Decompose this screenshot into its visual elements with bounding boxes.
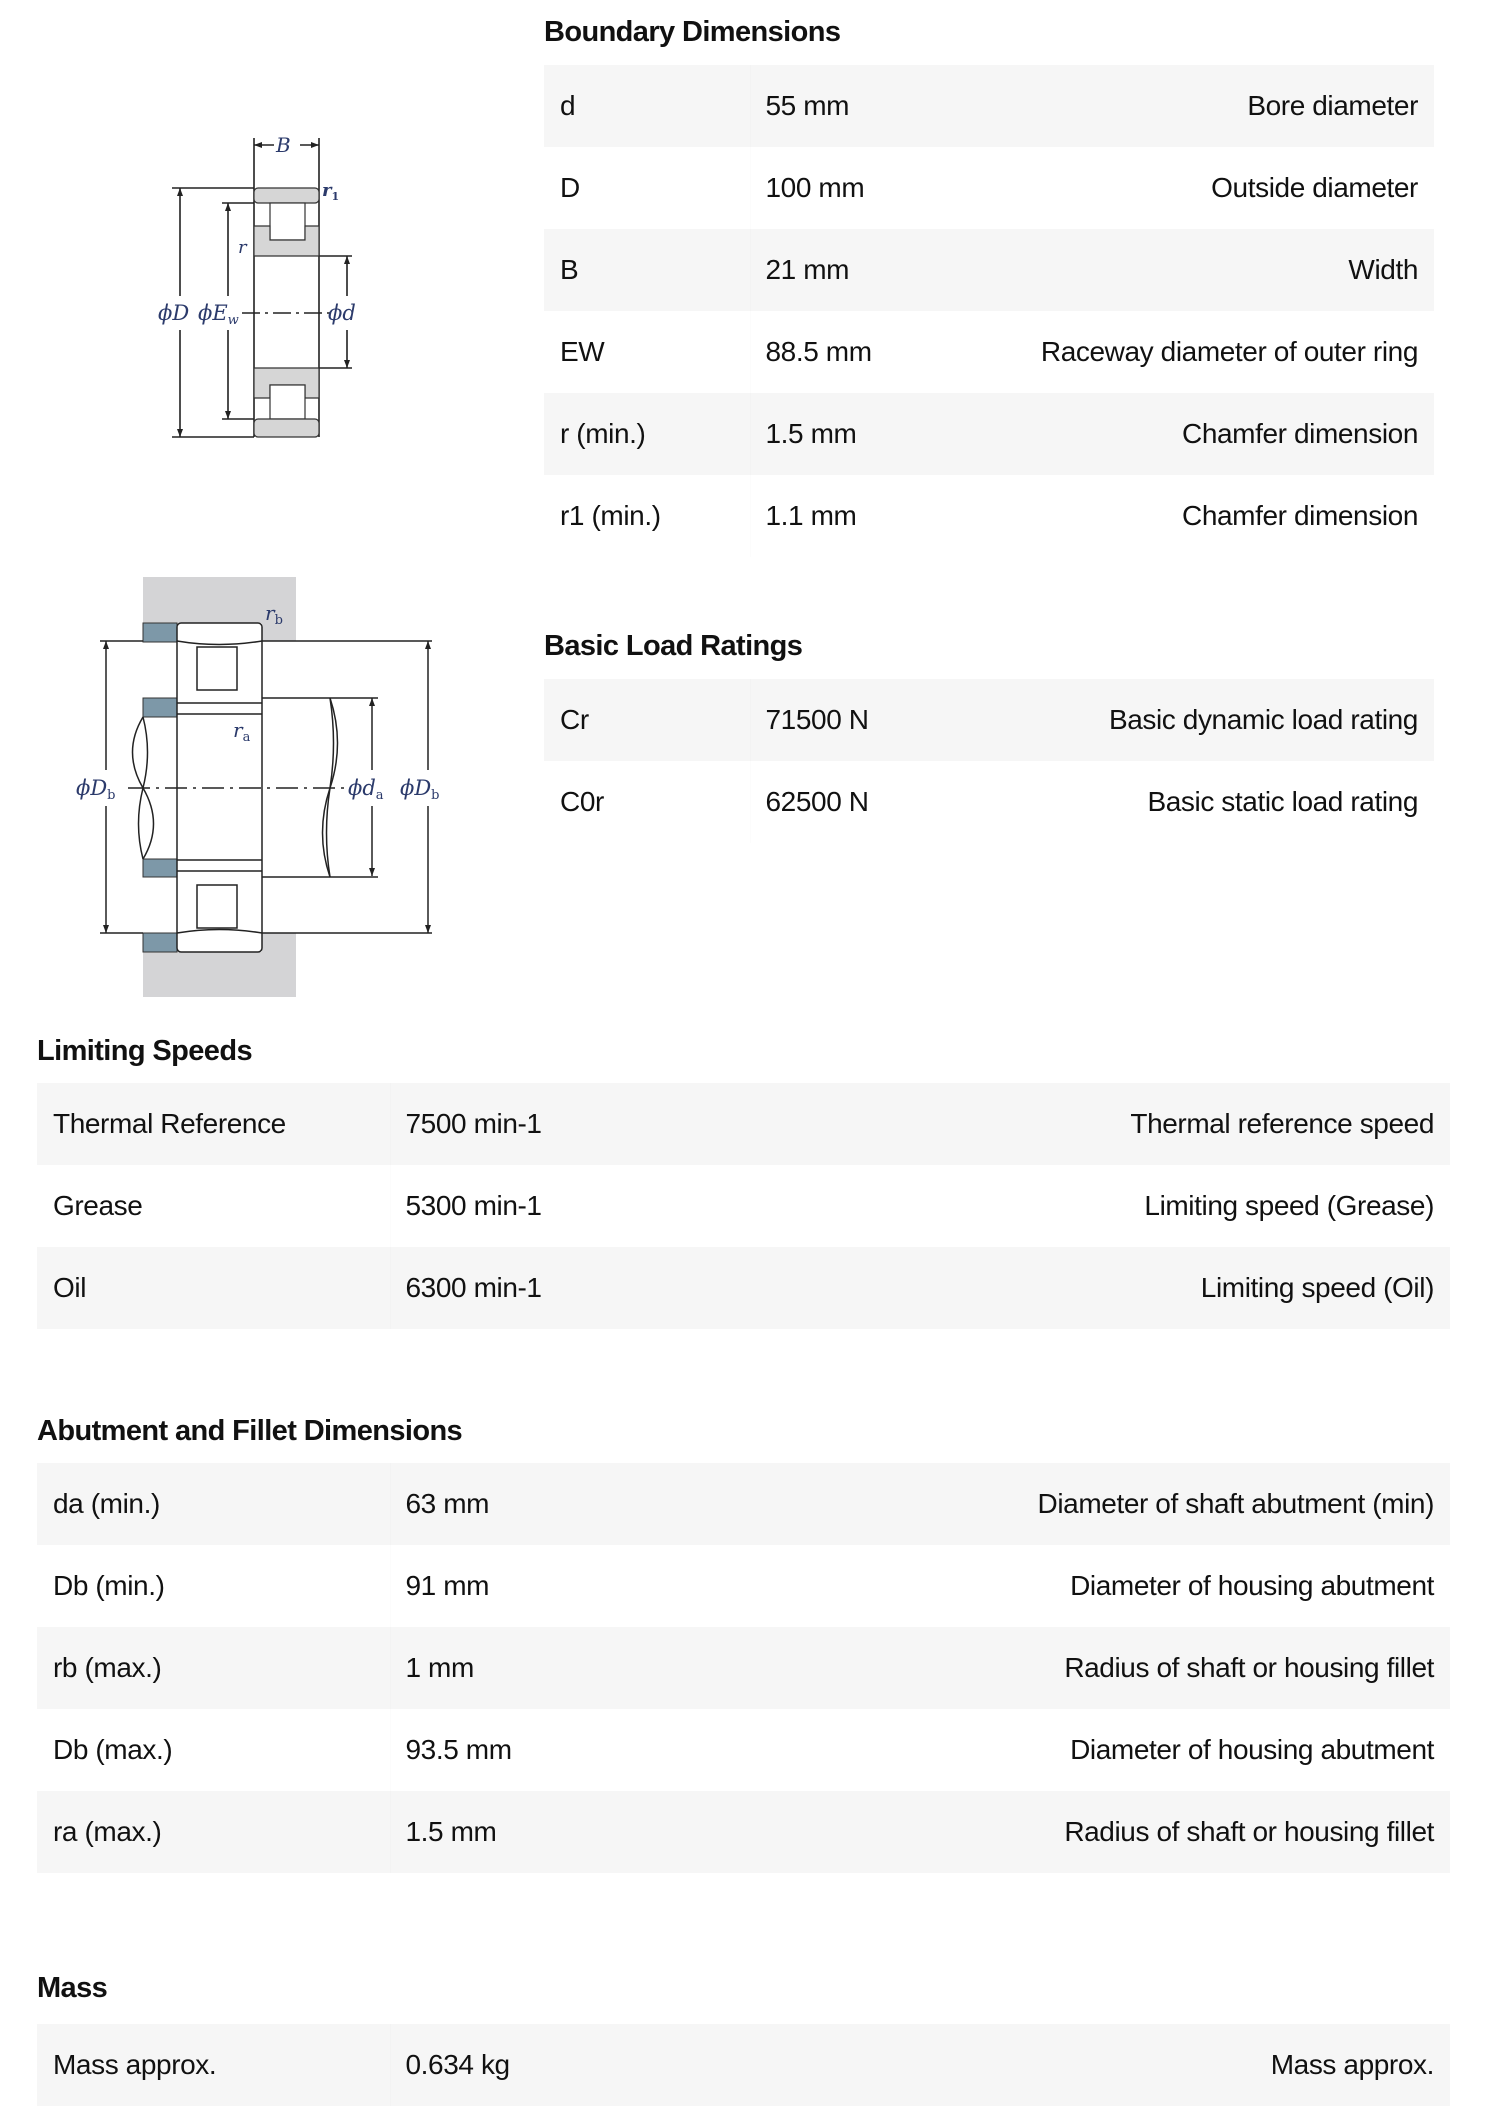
row-symbol: EW	[544, 311, 750, 393]
label-fillet-ra: $r_a$	[233, 718, 251, 745]
table-row	[37, 2024, 1450, 2106]
label-housing-dia-left: ϕDb	[76, 776, 116, 803]
table-row	[37, 1545, 1450, 1627]
row-value: 1.5 mm	[390, 1791, 810, 1873]
spacer-top-inner	[143, 698, 177, 717]
table-row	[544, 147, 1434, 229]
row-symbol: C0r	[544, 761, 750, 843]
label-shaft-dia: ϕda	[348, 776, 384, 803]
row-value: 62500 N	[750, 761, 990, 843]
row-description: Limiting speed (Oil)	[810, 1247, 1450, 1329]
table-row	[37, 1463, 1450, 1545]
row-description: Basic static load rating	[990, 761, 1434, 843]
label-outside-dia: ϕD	[158, 301, 190, 325]
row-description: Chamfer dimension	[990, 393, 1434, 475]
row-value: 5300 min-1	[390, 1165, 810, 1247]
label-chamfer-r1: $r_1$	[322, 180, 340, 203]
row-description: Thermal reference speed	[810, 1083, 1450, 1165]
row-symbol: Cr	[544, 679, 750, 761]
boundary-dimensions-heading: Boundary Dimensions	[544, 16, 841, 48]
row-symbol: Db (max.)	[37, 1709, 390, 1791]
row-description: Mass approx.	[810, 2024, 1450, 2106]
row-value: 55 mm	[750, 65, 990, 147]
table-row	[544, 475, 1434, 557]
row-value: 100 mm	[750, 147, 990, 229]
table-row	[37, 1791, 1450, 1873]
label-width-b: B	[276, 133, 291, 157]
row-value: 0.634 kg	[390, 2024, 810, 2106]
bearing-dimension-diagram	[0, 0, 540, 540]
row-value: 93.5 mm	[390, 1709, 810, 1791]
row-value: 1.1 mm	[750, 475, 990, 557]
row-symbol: ra (max.)	[37, 1791, 390, 1873]
label-bore-dia: ϕd	[328, 301, 356, 325]
row-description: Diameter of housing abutment	[810, 1709, 1450, 1791]
row-value: 91 mm	[390, 1545, 810, 1627]
limiting-speeds-table	[37, 1083, 1450, 1329]
mass-heading: Mass	[37, 1972, 108, 2004]
row-value: 21 mm	[750, 229, 990, 311]
row-symbol: r (min.)	[544, 393, 750, 475]
load-ratings-table	[544, 679, 1434, 843]
row-value: 88.5 mm	[750, 311, 990, 393]
table-row	[37, 1627, 1450, 1709]
mass-table	[37, 2024, 1450, 2106]
row-description: Radius of shaft or housing fillet	[810, 1627, 1450, 1709]
label-fillet-rb: $r_b$	[265, 601, 283, 628]
table-row	[37, 1083, 1450, 1165]
row-value: 71500 N	[750, 679, 990, 761]
row-symbol: Db (min.)	[37, 1545, 390, 1627]
table-row	[37, 1709, 1450, 1791]
row-value: 7500 min-1	[390, 1083, 810, 1165]
roller-top	[270, 203, 305, 240]
row-description: Limiting speed (Grease)	[810, 1165, 1450, 1247]
spacer-bottom-outer	[143, 933, 177, 952]
abutment-dimension-diagram	[0, 560, 540, 1020]
row-description: Width	[990, 229, 1434, 311]
row-description: Chamfer dimension	[990, 475, 1434, 557]
table-row	[544, 65, 1434, 147]
row-symbol: d	[544, 65, 750, 147]
row-symbol: r1 (min.)	[544, 475, 750, 557]
table-row	[544, 311, 1434, 393]
label-chamfer-r: r	[238, 237, 247, 258]
boundary-dimensions-table	[544, 65, 1434, 557]
row-description: Bore diameter	[990, 65, 1434, 147]
row-value: 6300 min-1	[390, 1247, 810, 1329]
outer-ring-bottom	[254, 419, 319, 437]
spacer-top-outer	[143, 623, 177, 642]
spacer-bottom-inner	[143, 859, 177, 877]
row-description: Outside diameter	[990, 147, 1434, 229]
roller-bottom	[270, 385, 305, 419]
row-description: Raceway diameter of outer ring	[990, 311, 1434, 393]
row-symbol: Oil	[37, 1247, 390, 1329]
table-row	[37, 1165, 1450, 1247]
abutment-heading: Abutment and Fillet Dimensions	[37, 1415, 463, 1447]
row-symbol: B	[544, 229, 750, 311]
row-symbol: Grease	[37, 1165, 390, 1247]
row-value: 1 mm	[390, 1627, 810, 1709]
row-symbol: D	[544, 147, 750, 229]
row-value: 1.5 mm	[750, 393, 990, 475]
load-ratings-heading: Basic Load Ratings	[544, 630, 803, 662]
row-value: 63 mm	[390, 1463, 810, 1545]
table-row	[544, 229, 1434, 311]
table-row	[544, 679, 1434, 761]
row-description: Diameter of housing abutment	[810, 1545, 1450, 1627]
row-symbol: Mass approx.	[37, 2024, 390, 2106]
label-housing-dia-right: ϕDb	[400, 776, 440, 803]
label-raceway-dia: ϕEw	[198, 301, 239, 328]
table-row	[544, 393, 1434, 475]
table-row	[37, 1247, 1450, 1329]
row-description: Basic dynamic load rating	[990, 679, 1434, 761]
row-symbol: Thermal Reference	[37, 1083, 390, 1165]
abutment-table	[37, 1463, 1450, 1873]
row-symbol: rb (max.)	[37, 1627, 390, 1709]
limiting-speeds-heading: Limiting Speeds	[37, 1035, 252, 1067]
table-row	[544, 761, 1434, 843]
row-description: Diameter of shaft abutment (min)	[810, 1463, 1450, 1545]
outer-ring-top	[254, 188, 319, 203]
row-description: Radius of shaft or housing fillet	[810, 1791, 1450, 1873]
row-symbol: da (min.)	[37, 1463, 390, 1545]
